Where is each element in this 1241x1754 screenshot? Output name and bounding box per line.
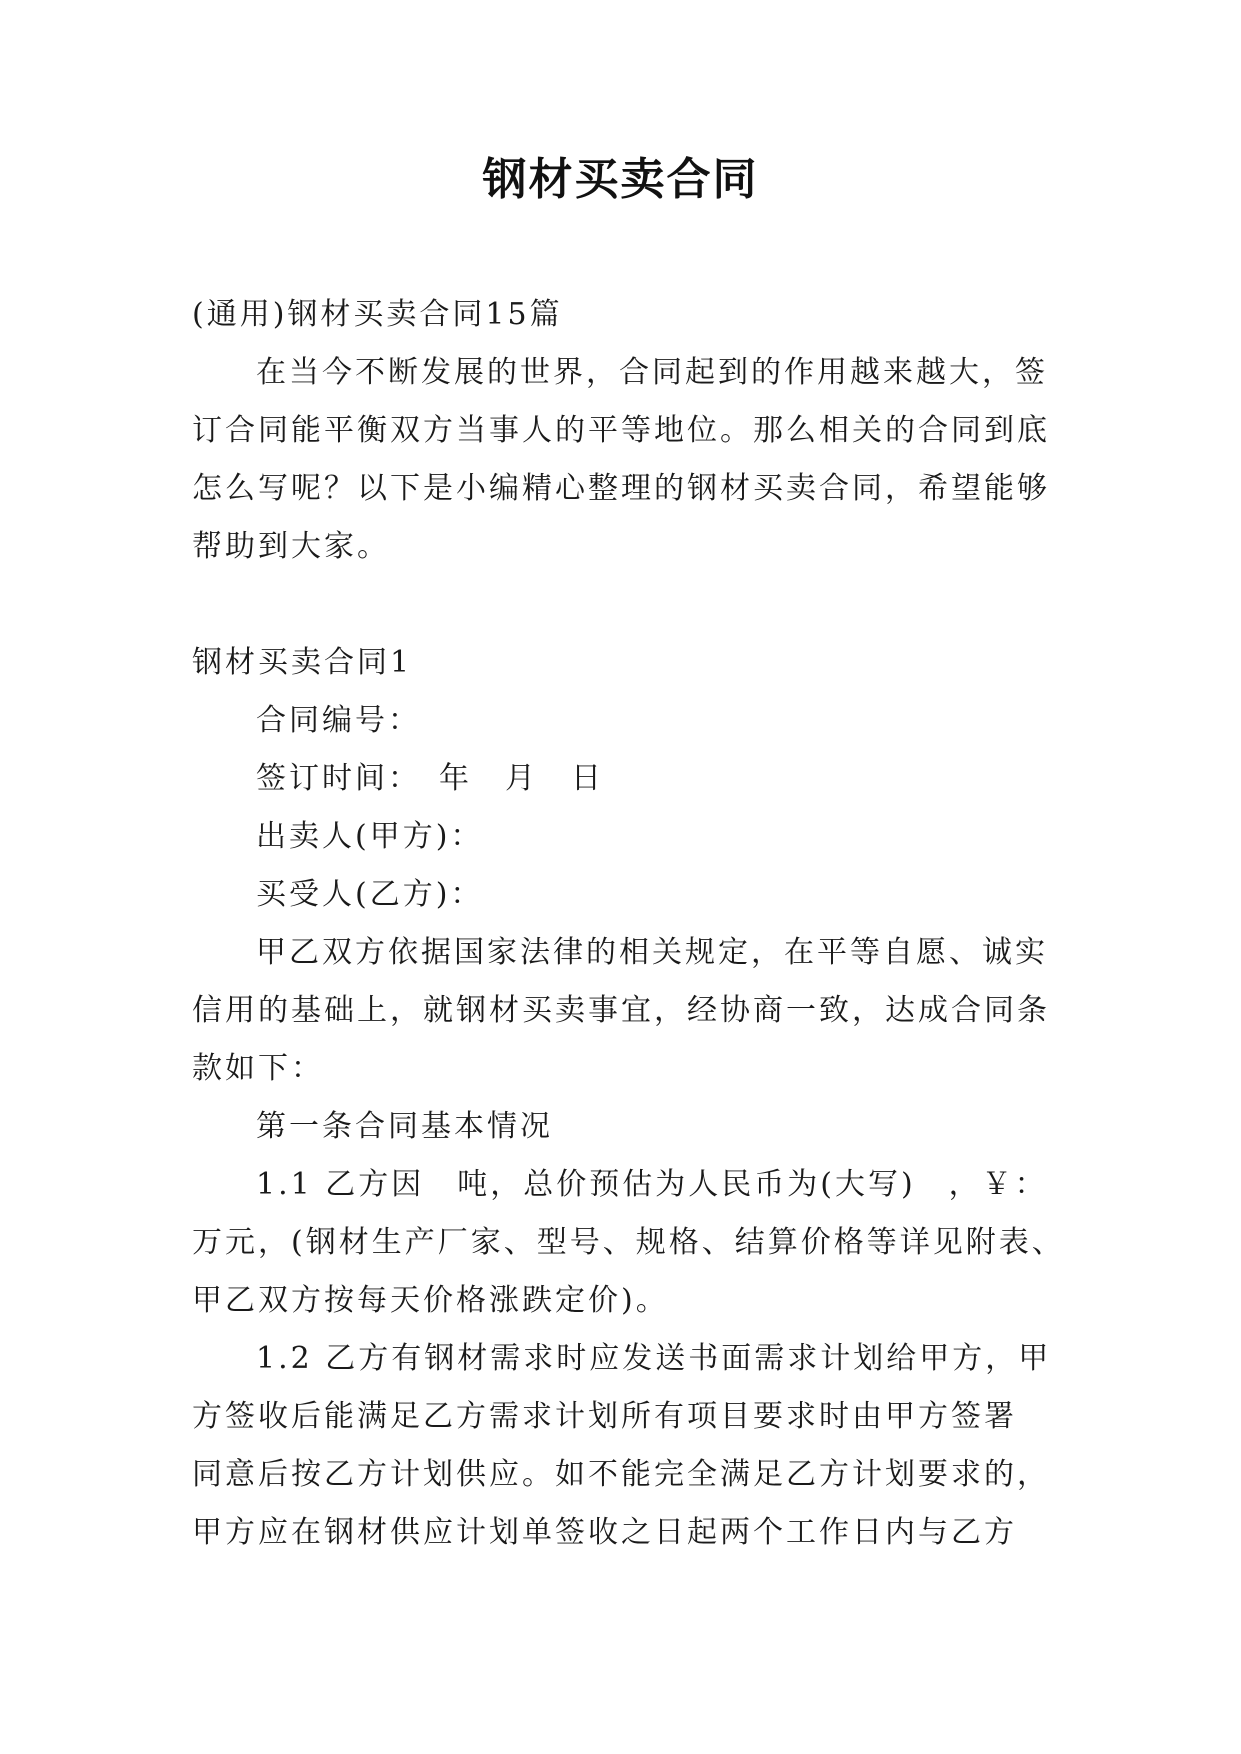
clause-1-1-line-2: 万元，(钢材生产厂家、型号、规格、结算价格等详见附表、 xyxy=(192,1225,1065,1260)
intro-line-2: 订合同能平衡双方当事人的平等地位。那么相关的合同到底 xyxy=(192,413,1050,448)
clause-1-1-line-3: 甲乙双方按每天价格涨跌定价)。 xyxy=(192,1283,669,1318)
preamble-line-2: 信用的基础上，就钢材买卖事宜，经协商一致，达成合同条 xyxy=(192,993,1050,1028)
buyer-label: 买受人(乙方)： xyxy=(256,877,484,912)
preamble-line-1: 甲乙双方依据国家法律的相关规定，在平等自愿、诚实 xyxy=(256,935,1048,970)
clause-1-2-line-4: 甲方应在钢材供应计划单签收之日起两个工作日内与乙方 xyxy=(192,1515,1017,1550)
sign-time-label: 签订时间： 年 月 日 xyxy=(256,761,604,796)
clause-1-2-line-2: 方签收后能满足乙方需求计划所有项目要求时由甲方签署 xyxy=(192,1399,1017,1434)
intro-line-3: 怎么写呢？以下是小编精心整理的钢材买卖合同，希望能够 xyxy=(192,471,1050,506)
article-1-heading: 第一条合同基本情况 xyxy=(256,1109,553,1144)
preamble-line-3: 款如下： xyxy=(192,1051,324,1086)
intro-line-4: 帮助到大家。 xyxy=(192,529,390,564)
section-heading: 钢材买卖合同1 xyxy=(192,645,413,680)
document-title: 钢材买卖合同 xyxy=(482,154,759,205)
paragraph-gap xyxy=(192,576,1052,634)
intro-line-1: 在当今不断发展的世界，合同起到的作用越来越大，签 xyxy=(256,355,1048,390)
document-body xyxy=(192,286,1065,1562)
clause-1-2-line-3: 同意后按乙方计划供应。如不能完全满足乙方计划要求的， xyxy=(192,1457,1050,1492)
seller-label: 出卖人(甲方)： xyxy=(256,819,484,854)
clause-1-2-line-1: 1.2 乙方有钢材需求时应发送书面需求计划给甲方，甲 xyxy=(256,1341,1052,1376)
subtitle: (通用)钢材买卖合同15篇 xyxy=(192,297,563,332)
contract-number-label: 合同编号： xyxy=(256,703,421,738)
clause-1-1-line-1: 1.1 乙方因 吨，总价预估为人民币为(大写) ，￥： xyxy=(256,1167,1048,1202)
